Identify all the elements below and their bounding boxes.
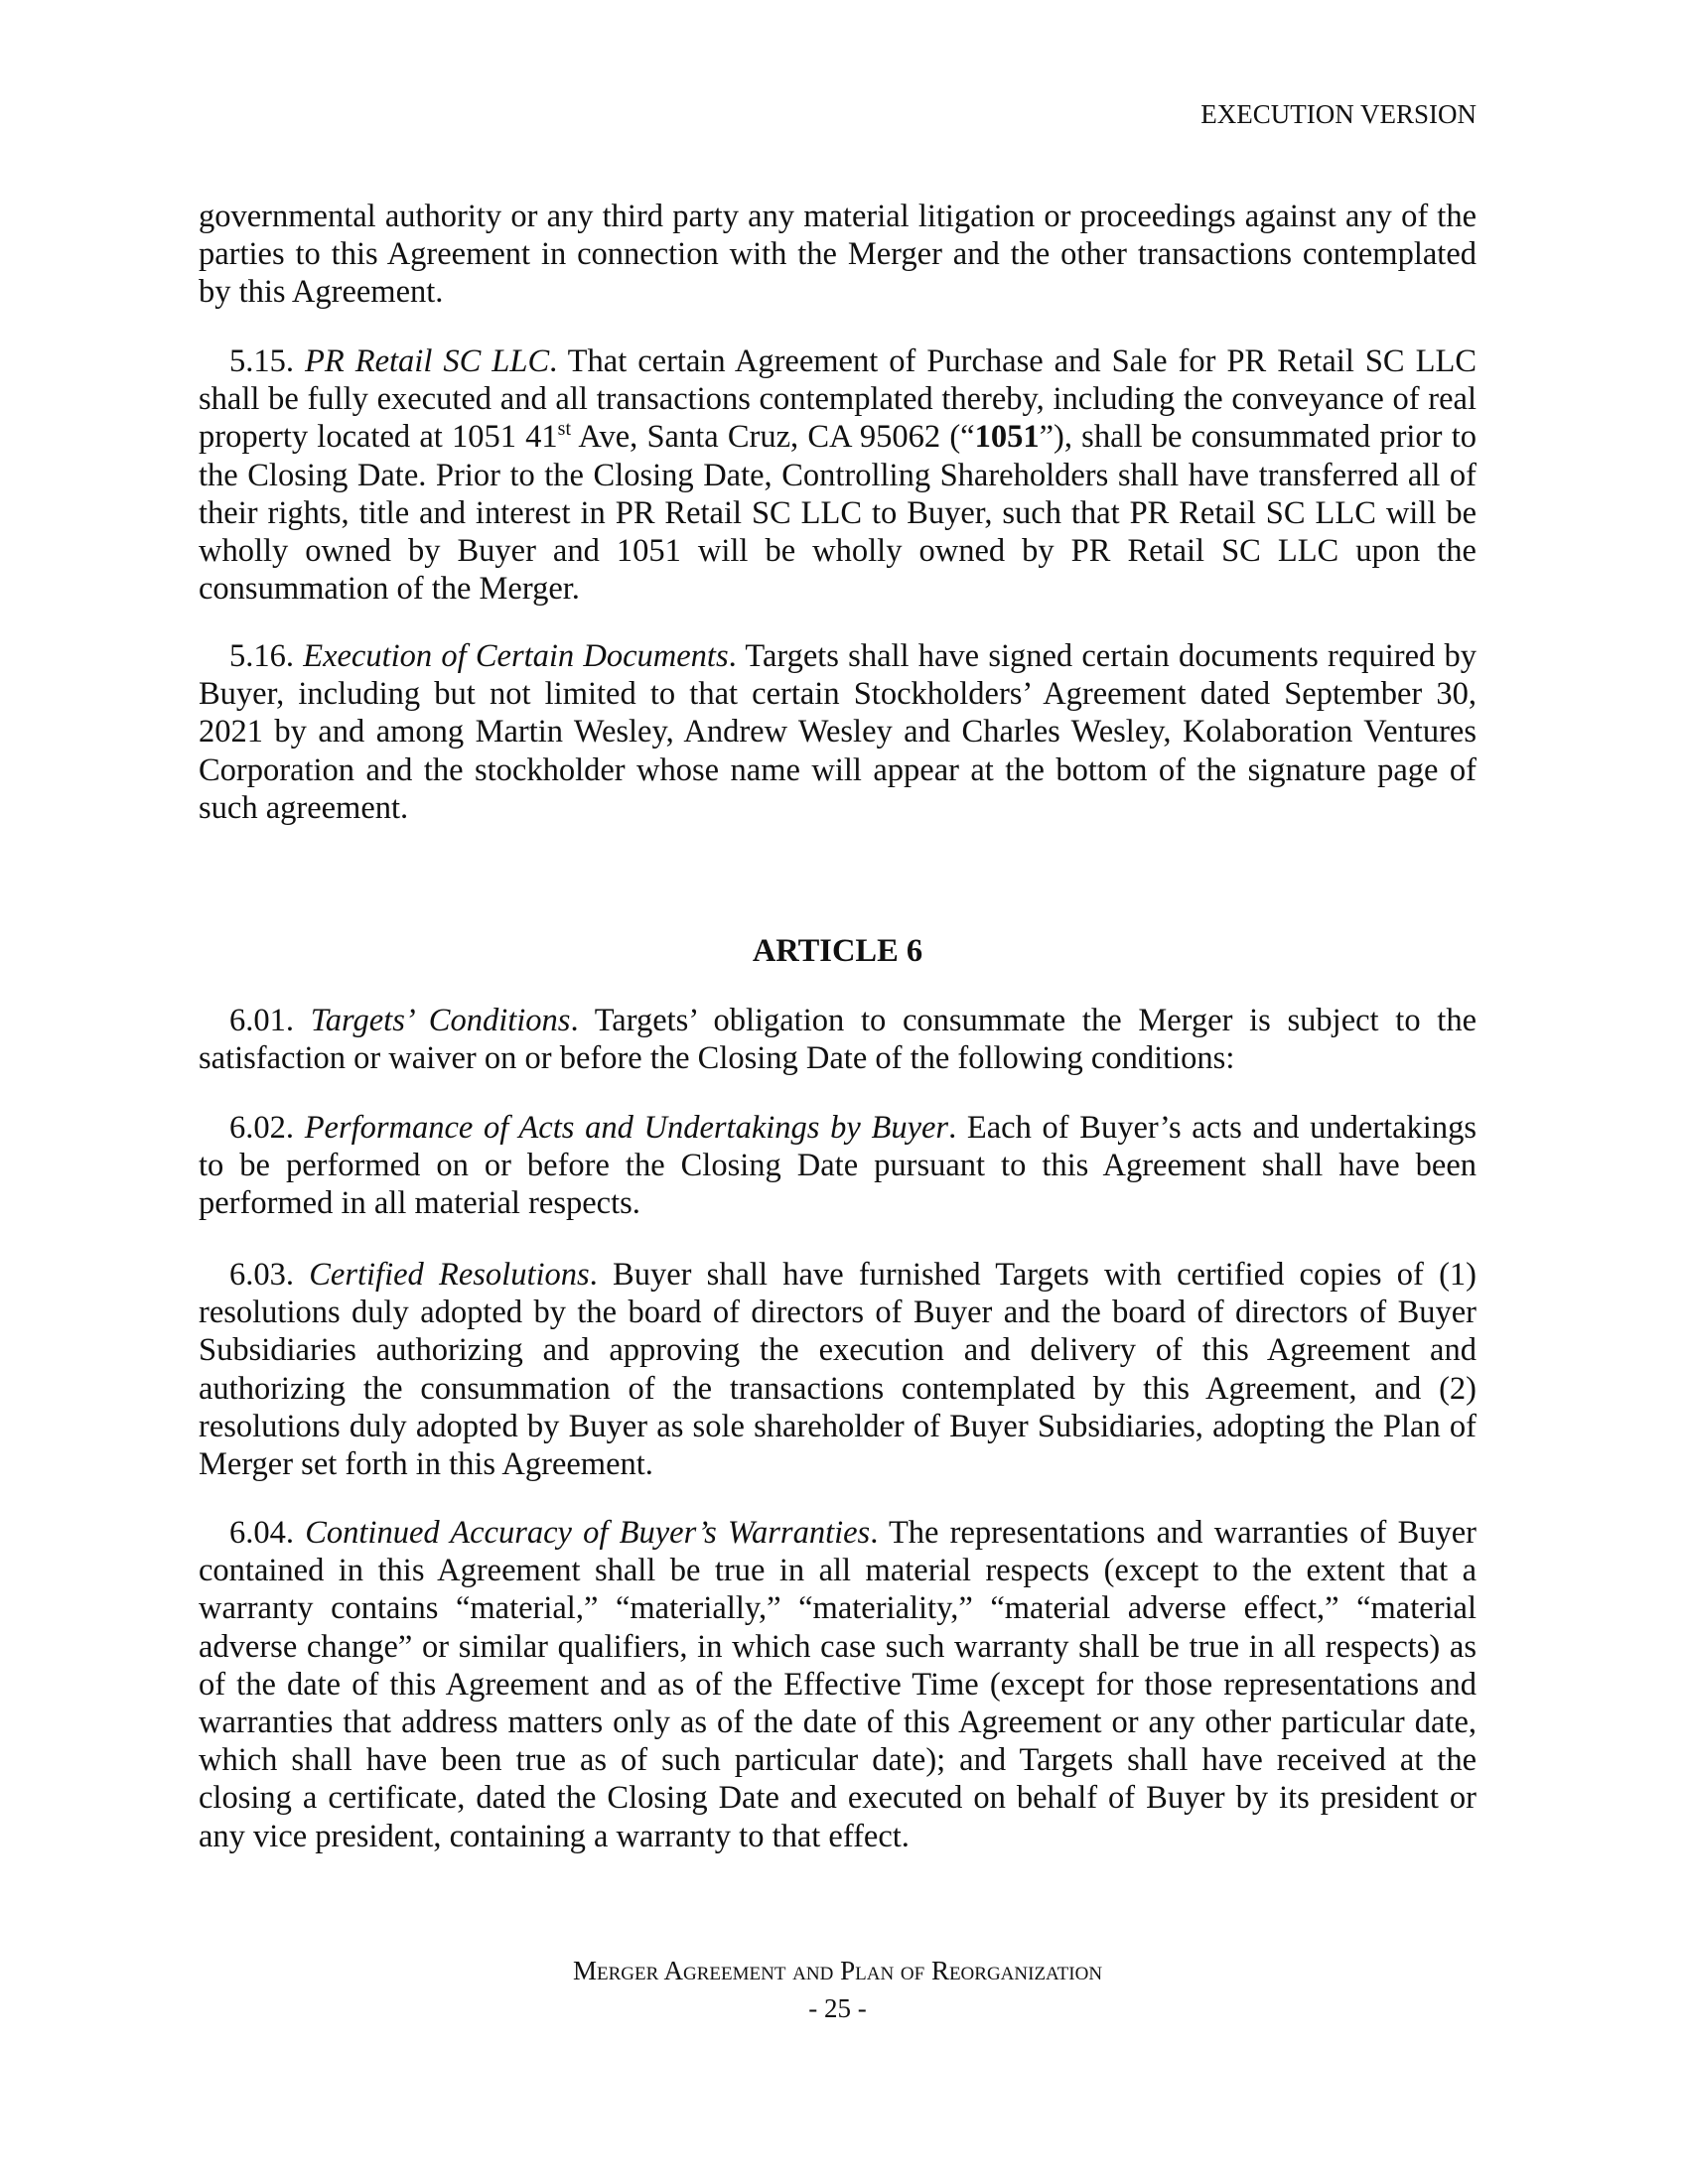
section-text: ”), shall be consummated prior to the Closing Date. Prior to the Closing Date, Controlling Shareholders shall have transferred all of their rights, title and interest in PR Retail SC LLC to Buyer, such that PR Retail SC LLC will be wholly owned by Buyer and 1051 will be wholly owned by PR Retail SC LLC upon the consummation of the Merger. xyxy=(199,419,1477,608)
section-5-15 xyxy=(199,342,1477,608)
section-text: Ave, Santa Cruz, CA 95062 (“ xyxy=(571,419,975,456)
section-6-03 xyxy=(199,1256,1477,1483)
page-number: - 25 - xyxy=(808,1993,867,2023)
section-6-02 xyxy=(199,1109,1477,1223)
section-text: . The representations and warranties of Buyer contained in this Agreement shall be true in all material respects (except to the extent that a warranty contains “material,” “materially,” “materiality,” “material adverse effect,” “material adverse change” or similar qualifiers, in which case such warranty shall be true in all respects) as of the date of this Agreement and as of the Effective Time (except for those representations and warranties that address matters only as of the date of this Agreement or any other particular date, which shall have been true as of such particular date); and Targets shall have received at the closing a certificate, dated the Closing Date and executed on behalf of Buyer by its president or any vice president, containing a warranty to that effect. xyxy=(199,1515,1477,1854)
footer-title: Merger Agreement and Plan of Reorganization xyxy=(572,1956,1103,1985)
article-heading: ARTICLE 6 xyxy=(752,933,923,969)
section-5-16 xyxy=(199,637,1477,827)
section-title: Performance of Acts and Undertakings by Buyer xyxy=(304,1110,949,1146)
section-6-04 xyxy=(199,1514,1477,1855)
section-title: Continued Accuracy of Buyer’s Warranties xyxy=(305,1515,871,1551)
section-6-01 xyxy=(199,1002,1477,1077)
section-number: 6.01. xyxy=(229,1003,294,1038)
document-header: EXECUTION VERSION xyxy=(1200,99,1477,129)
section-text: . That certain Agreement of Purchase and Sale for PR Retail SC LLC shall be fully executed and all transactions contemplated thereby, including the conveyance of real property located at 1051 41 xyxy=(199,343,1477,456)
section-text: . Targets shall have signed certain documents required by Buyer, including but not limited to that certain Stockholders’ Agreement dated September 30, 2021 by and among Martin Wesley, Andrew Wesley and Charles Wesley, Kolaboration Ventures Corporation and the stockholder whose name will appear at the bottom of the signature page of such agreement. xyxy=(199,638,1477,826)
section-title: PR Retail SC LLC xyxy=(305,343,550,379)
paragraph-continued: governmental authority or any third party any material litigation or proceedings against any of the parties to this Agreement in connection with the Merger and the other transactions contemplated by this Agreement. xyxy=(199,199,1477,311)
defined-term: 1051 xyxy=(974,419,1040,456)
section-number: 6.02. xyxy=(229,1110,294,1146)
section-text: . Each of Buyer’s acts and undertakings to be performed on or before the Closing Date pursuant to this Agreement shall have been performed in all material respects. xyxy=(199,1110,1477,1222)
section-text: . Targets’ obligation to consummate the Merger is subject to the satisfaction or waiver on or before the Closing Date of the following conditions: xyxy=(199,1003,1477,1077)
section-title: Certified Resolutions xyxy=(309,1257,590,1293)
section-title: Targets’ Conditions xyxy=(310,1003,571,1038)
section-number: 6.04. xyxy=(229,1515,294,1551)
section-number: 5.15. xyxy=(229,343,294,379)
section-title: Execution of Certain Documents xyxy=(303,638,729,674)
section-number: 5.16. xyxy=(229,638,294,674)
section-text: . Buyer shall have furnished Targets with certified copies of (1) resolutions duly adopted by the board of directors of Buyer and the board of directors of Buyer Subsidiaries authorizing and approving the execution and delivery of this Agreement and authorizing the consummation of the transactions contemplated by this Agreement, and (2) resolutions duly adopted by Buyer as sole shareholder of Buyer Subsidiaries, adopting the Plan of Merger set forth in this Agreement. xyxy=(199,1257,1477,1483)
section-number: 6.03. xyxy=(229,1257,294,1293)
superscript: st xyxy=(557,418,572,441)
